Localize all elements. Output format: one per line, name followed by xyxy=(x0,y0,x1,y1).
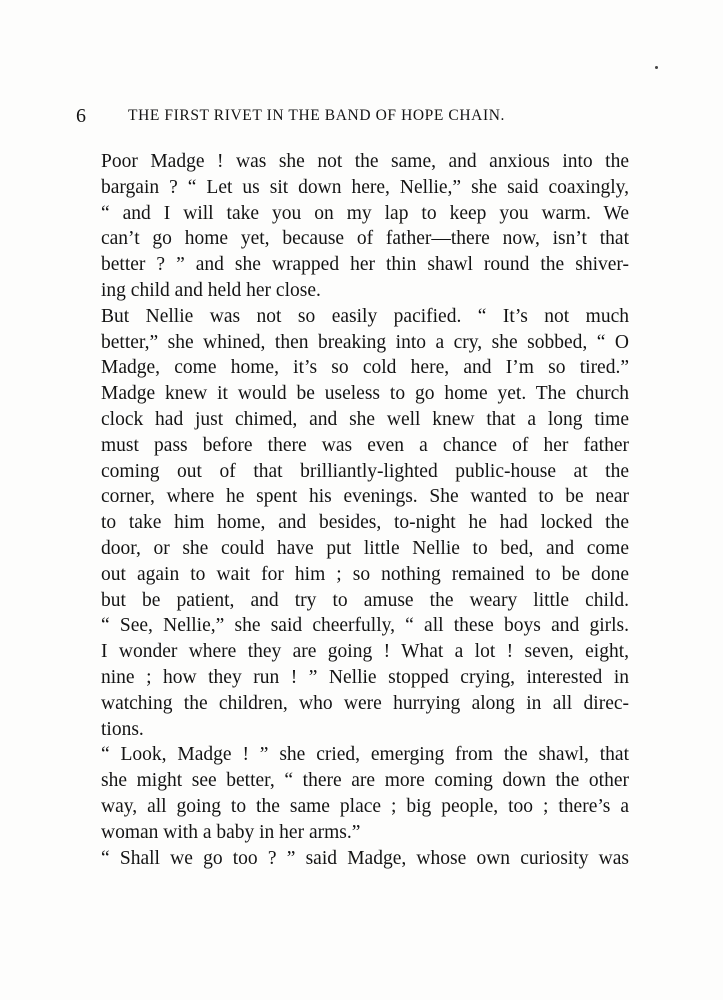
text-line: she might see better, “ there are more coming down the other xyxy=(101,770,629,792)
text-line: to take him home, and besides, to-night he had locked the xyxy=(101,512,629,534)
text-line: Madge knew it would be useless to go home yet. The church xyxy=(101,383,629,405)
text-line: tions. xyxy=(101,718,144,740)
text-line: bargain ? “ Let us sit down here, Nellie,” she said coaxingly, xyxy=(101,176,629,198)
running-title: THE FIRST RIVET IN THE BAND OF HOPE CHAIN. xyxy=(128,107,505,124)
stray-ink-mark xyxy=(655,66,658,69)
text-line: “ Shall we go too ? ” said Madge, whose own curiosity was xyxy=(101,847,629,869)
text-line: “ See, Nellie,” she said cheerfully, “ all these boys and girls. xyxy=(101,615,629,637)
text-line: “ Look, Madge ! ” she cried, emerging from the shawl, that xyxy=(101,744,629,766)
text-line: must pass before there was even a chance of her father xyxy=(101,434,629,456)
text-line: better ? ” and she wrapped her thin shawl round the shiver- xyxy=(101,254,629,276)
text-line: better,” she whined, then breaking into a cry, she sobbed, “ O xyxy=(101,331,629,353)
text-line: door, or she could have put little Nellie to bed, and come xyxy=(101,537,629,559)
text-line: corner, where he spent his evenings. She wanted to be near xyxy=(101,486,629,508)
text-line: nine ; how they run ! ” Nellie stopped crying, interested in xyxy=(101,666,629,688)
text-line: way, all going to the same place ; big people, too ; there’s a xyxy=(101,795,629,817)
text-line: watching the children, who were hurrying along in all direc- xyxy=(101,692,629,714)
text-line: clock had just chimed, and she well knew that a long time xyxy=(101,408,629,430)
text-line: woman with a baby in her arms.” xyxy=(101,821,361,843)
running-head xyxy=(76,103,636,129)
text-line: Poor Madge ! was she not the same, and anxious into the xyxy=(101,151,629,172)
text-line: I wonder where they are going ! What a lot ! seven, eight, xyxy=(101,641,629,663)
text-line: “ and I will take you on my lap to keep you warm. We xyxy=(101,202,629,224)
page-number: 6 xyxy=(76,105,87,127)
body-text xyxy=(101,149,629,871)
text-line: can’t go home yet, because of father—there now, isn’t that xyxy=(101,228,629,250)
text-line: Madge, come home, it’s so cold here, and I’m so tired.” xyxy=(101,357,629,379)
text-line: but be patient, and try to amuse the weary little child. xyxy=(101,589,629,611)
text-line: But Nellie was not so easily pacified. “ It’s not much xyxy=(101,305,629,327)
text-line: out again to wait for him ; so nothing remained to be done xyxy=(101,563,629,585)
text-line: ing child and held her close. xyxy=(101,279,321,301)
text-line: coming out of that brilliantly-lighted public-house at the xyxy=(101,460,629,482)
